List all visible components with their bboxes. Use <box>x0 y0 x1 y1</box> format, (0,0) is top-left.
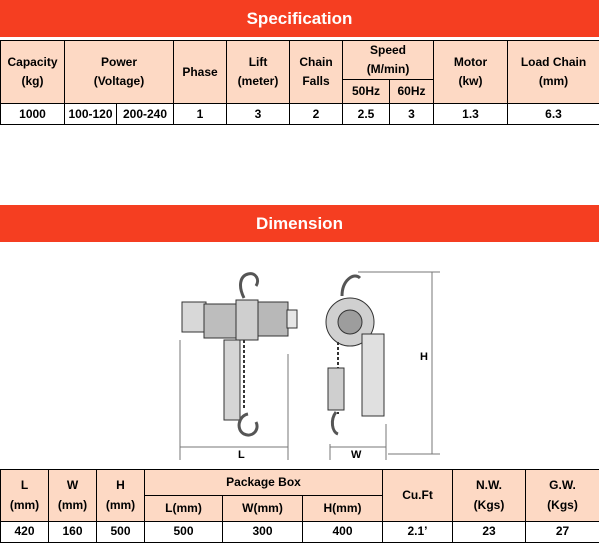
header-phase: Phase <box>174 41 227 104</box>
header-w: W (mm) <box>49 470 97 522</box>
front-gear-housing <box>236 300 258 340</box>
side-bottom-block <box>328 368 344 410</box>
header-h: H (mm) <box>97 470 145 522</box>
hoist-dimension-drawing <box>178 264 440 460</box>
header-cuft: Cu.Ft <box>383 470 453 522</box>
header-l: L (mm) <box>1 470 49 522</box>
specification-banner <box>0 0 599 37</box>
header-lift: Lift (meter) <box>227 41 290 104</box>
header-nw: N.W. (Kgs) <box>453 470 526 522</box>
cell-lift: 3 <box>227 104 290 125</box>
header-chain-falls: Chain Falls <box>290 41 343 104</box>
side-top-hook <box>342 276 360 296</box>
dimension-title: Dimension <box>256 213 343 233</box>
side-motor-hub <box>338 310 362 334</box>
cell-cuft: 2.1’ <box>383 522 453 543</box>
header-load-chain: Load Chain (mm) <box>508 41 599 104</box>
cell-nw: 23 <box>453 522 526 543</box>
header-speed-60hz: 60Hz <box>390 80 434 104</box>
front-controller-box <box>258 302 288 336</box>
header-package-w: W(mm) <box>223 496 303 522</box>
cell-load-chain: 6.3 <box>508 104 599 125</box>
cell-l: 420 <box>1 522 49 543</box>
header-power: Power (Voltage) <box>65 41 174 104</box>
cell-package-l: 500 <box>145 522 223 543</box>
specification-title: Specification <box>246 8 353 28</box>
front-bottom-hook <box>239 414 257 435</box>
cell-h: 500 <box>97 522 145 543</box>
header-package-l: L(mm) <box>145 496 223 522</box>
header-speed: Speed (M/min) <box>343 41 434 80</box>
front-chain-bag <box>224 340 240 420</box>
drawing-label-h: H <box>420 351 428 363</box>
cell-speed-50hz: 2.5 <box>343 104 390 125</box>
cell-power-b: 200-240 <box>117 104 174 125</box>
cell-gw: 27 <box>526 522 599 543</box>
front-top-hook <box>241 274 258 298</box>
cell-w: 160 <box>49 522 97 543</box>
cell-capacity: 1000 <box>1 104 65 125</box>
cell-power-a: 100-120 <box>65 104 117 125</box>
side-bottom-hook <box>332 412 338 434</box>
cell-phase: 1 <box>174 104 227 125</box>
cell-package-w: 300 <box>223 522 303 543</box>
side-chain-bag <box>362 334 384 416</box>
cell-chain-falls: 2 <box>290 104 343 125</box>
cell-motor: 1.3 <box>434 104 508 125</box>
header-package-h: H(mm) <box>303 496 383 522</box>
header-capacity: Capacity (kg) <box>1 41 65 104</box>
front-motor-end-cap <box>182 302 206 332</box>
cell-package-h: 400 <box>303 522 383 543</box>
dimension-table <box>0 469 599 543</box>
specification-table <box>0 40 599 125</box>
front-side-cap <box>287 310 297 328</box>
header-motor: Motor (kw) <box>434 41 508 104</box>
header-speed-50hz: 50Hz <box>343 80 390 104</box>
drawing-label-w: W <box>351 449 362 460</box>
header-package-box: Package Box <box>145 470 383 496</box>
front-motor-body <box>204 304 238 338</box>
header-gw: G.W. (Kgs) <box>526 470 599 522</box>
drawing-label-l: L <box>238 449 245 460</box>
cell-speed-60hz: 3 <box>390 104 434 125</box>
dimension-banner <box>0 205 599 242</box>
